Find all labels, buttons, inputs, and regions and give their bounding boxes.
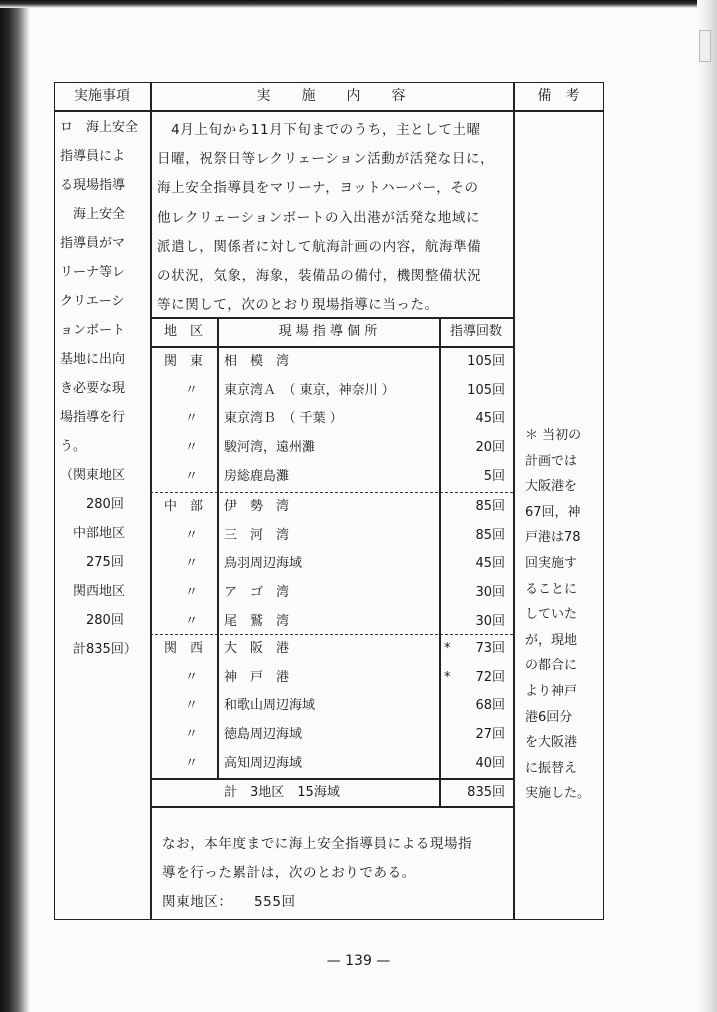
item-line: 関西地区 (60, 584, 126, 599)
item-line: ロ 海上安全 (60, 120, 139, 135)
scan-edge-top (0, 0, 717, 8)
row-count: 73回 (475, 641, 505, 656)
item-line: 計835回） (60, 642, 137, 657)
intro-line: 派遣し，関係者に対して航海計画の内容，航海準備 (157, 238, 482, 255)
item-line: 指導員によ (60, 149, 126, 164)
header-item: 実施事項 (74, 88, 130, 104)
item-line: 中部地区 (60, 526, 126, 541)
remarks-line: 港6回分 (525, 709, 573, 725)
row-place: 神 戸 港 (224, 669, 290, 685)
item-line: リーナ等レ (60, 265, 126, 280)
row-region: 〃 (184, 727, 198, 743)
inner-table-header-bottom (150, 346, 513, 348)
divider-content-remarks (513, 82, 515, 920)
row-place: 東京湾Ａ （ 東京，神奈川 ） (224, 382, 395, 398)
row-count: 30回 (475, 613, 505, 629)
row-place: ア ゴ 湾 (224, 585, 290, 601)
item-line: る現場指導 (60, 178, 126, 193)
row-place: 東京湾Ｂ （ 千葉 ） (224, 411, 343, 427)
intro-line: の状況，気象，海象，装備品の備付，機関整備状況 (157, 268, 482, 284)
remarks-line: 大阪港を (525, 479, 578, 495)
row-region: 〃 (184, 698, 198, 714)
remarks-line: ＊ 当初の (525, 428, 582, 443)
header-remarks: 備 考 (537, 88, 580, 104)
intro-line: 4月上旬から11月下旬までのうち，主として土曜 (157, 122, 481, 138)
row-place: 大 阪 港 (224, 641, 290, 656)
row-region: 〃 (184, 613, 198, 629)
item-line: 280回 (60, 613, 124, 628)
item-line: 275回 (60, 555, 124, 570)
row-count: 30回 (475, 585, 505, 601)
intro-line: 等に関して，次のとおり現場指導に当った。 (157, 297, 439, 314)
row-place: 鳥羽周辺海域 (224, 556, 303, 572)
row-region: 関 東 (163, 354, 203, 369)
row-place: 三 河 湾 (224, 527, 290, 543)
row-place: 和歌山周辺海域 (224, 698, 316, 714)
header-content: 実 施 内 容 (256, 88, 407, 104)
remarks-line: の都合に (525, 658, 578, 674)
remarks-line: に振替え (525, 760, 578, 776)
item-line: 指導員がマ (60, 236, 126, 251)
row-region: 中 部 (163, 499, 203, 514)
row-asterisk-mark: * (444, 669, 451, 685)
inner-table-top (150, 317, 513, 319)
inner-table-total-top (150, 778, 513, 780)
row-count: 85回 (475, 527, 505, 543)
closing-line: 関東地区： 555回 (162, 894, 296, 910)
row-region: 〃 (184, 440, 198, 456)
item-line: クリエーシ (60, 294, 125, 309)
section-divider-chubu (150, 492, 513, 493)
row-region: 〃 (184, 382, 198, 398)
table-header-count: 指導回数 (449, 324, 502, 339)
row-count: 72回 (475, 669, 505, 685)
row-place: 駿河湾，遠州灘 (224, 440, 316, 456)
remarks-line: 67回，神 (525, 504, 581, 520)
row-count: 45回 (475, 556, 505, 572)
intro-line: 他レクリェーションボートの入出港が活発な地域に (157, 209, 481, 226)
row-region: 〃 (184, 755, 198, 771)
total-label: 計 3地区 15海域 (224, 785, 340, 800)
item-line: ョンボート (60, 323, 126, 338)
closing-line: 導を行った累計は，次のとおりである。 (162, 865, 416, 881)
remarks-line: ることに (525, 581, 578, 597)
binding-tab (699, 30, 711, 62)
page-number: — 139 — (326, 953, 391, 969)
row-place: 尾 鷲 湾 (224, 613, 290, 629)
row-count: 40回 (475, 755, 505, 771)
row-count: 85回 (475, 499, 505, 514)
row-region: 〃 (184, 669, 198, 685)
total-count: 835回 (467, 785, 505, 800)
row-place: 房総鹿島灘 (224, 468, 290, 484)
header-divider (54, 110, 604, 112)
row-count: 5回 (483, 468, 505, 484)
intro-line: 日曜，祝祭日等レクリェーション活動が活発な日に， (157, 151, 495, 168)
remarks-line: より神戸 (525, 684, 578, 699)
row-region: 〃 (184, 411, 198, 427)
item-line: う。 (60, 439, 87, 454)
row-place: 徳島周辺海域 (224, 727, 303, 743)
item-line: 280回 (60, 497, 124, 512)
row-asterisk-mark: * (444, 641, 451, 656)
row-place: 伊 勢 湾 (224, 499, 290, 514)
row-place: 高知周辺海域 (224, 755, 303, 771)
scan-edge-right (697, 0, 717, 1012)
table-header-place: 現 場 指 導 個 所 (278, 324, 378, 339)
remarks-line: していた (525, 607, 578, 623)
remarks-line: 計画では (525, 453, 578, 469)
row-place: 相 模 湾 (224, 354, 290, 369)
row-region: 〃 (184, 468, 198, 484)
row-count: 20回 (475, 440, 505, 456)
scan-edge-left (0, 0, 30, 1012)
item-line: （関東地区 (60, 468, 126, 483)
table-header-region: 地 区 (163, 324, 203, 339)
item-line: 場指導を行 (60, 410, 126, 425)
row-region: 〃 (184, 527, 198, 543)
row-count: 105回 (467, 354, 505, 369)
row-count: 105回 (467, 382, 505, 398)
section-divider-kansai (150, 634, 513, 635)
intro-line: 海上安全指導員をマリーナ，ヨットハーバー，その (157, 180, 479, 197)
row-region: 〃 (184, 556, 198, 572)
item-line: 基地に出向 (60, 352, 126, 367)
row-region: 〃 (184, 585, 198, 601)
row-count: 68回 (475, 698, 505, 714)
remarks-line: 戸港は78 (525, 530, 581, 546)
remarks-line: を大阪港 (525, 735, 578, 751)
row-count: 45回 (475, 411, 505, 427)
item-line: き必要な現 (60, 381, 126, 396)
row-count: 27回 (475, 727, 505, 743)
closing-line: なお，本年度までに海上安全指導員による現場指 (162, 836, 473, 852)
row-region: 関 西 (163, 641, 203, 656)
remarks-line: 実施した。 (525, 786, 591, 802)
remarks-line: 回実施す (525, 556, 578, 571)
item-line: 海上安全 (60, 207, 126, 222)
inner-table-bottom (150, 806, 513, 808)
remarks-line: が，現地 (525, 632, 578, 648)
